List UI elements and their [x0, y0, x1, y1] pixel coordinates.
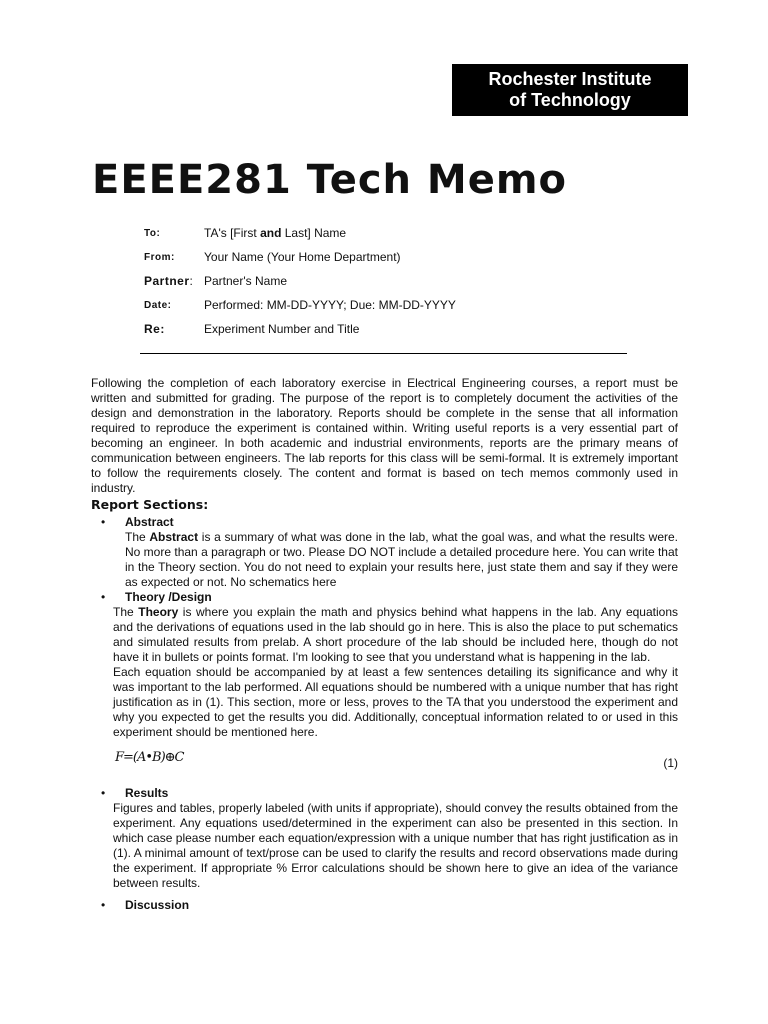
- theory-label: Theory /Design: [125, 590, 212, 604]
- abstract-post: is a summary of what was done in the lab, what the goal was, and what the results were. No more than a paragraph or two. Please DO NOT include a detailed procedure here. You can write that in the Theory section. You do not need to explain your results here, just state them and say if they were as expected or not. No schematics here: [125, 530, 678, 589]
- meta-partner-colon: :: [189, 274, 194, 288]
- results-body: Figures and tables, properly labeled (with units if appropriate), should convey the results obtained from the experiment. Any equations used/determined in the experiment can also be presented in this section. In which case please number each equation/expression with a unique number that has right justification as in (1). A minimal amount of text/prose can be used to clarify the results and record observations made during the experiment. If appropriate % Error calculations should be shown here to give an idea of the variance between results.: [113, 801, 678, 890]
- logo-line-1: Rochester Institute: [488, 69, 652, 89]
- abstract-body: [91, 530, 678, 590]
- abstract-pre: The: [125, 530, 150, 544]
- page-title: EEEE281 Tech Memo: [92, 157, 568, 203]
- theory-pre: The: [113, 605, 139, 619]
- meta-partner-value: Partner's Name: [204, 274, 287, 288]
- meta-to-value-post: Last] Name: [281, 226, 347, 240]
- list-item-discussion: [91, 898, 678, 913]
- meta-from: [144, 245, 456, 269]
- meta-from-value: Your Name (Your Home Department): [204, 250, 401, 264]
- bullet-icon: •: [101, 515, 106, 529]
- list-item-results: [91, 786, 678, 891]
- meta-date: [144, 293, 456, 317]
- meta-to-value-bold: and: [260, 226, 282, 240]
- list-item-theory: [91, 590, 678, 740]
- equation-number: (1): [663, 756, 678, 770]
- equation-row: [91, 750, 678, 778]
- theory-post: is where you explain the math and physics behind what happens in the lab. Any equations and the derivations of equations used in the lab should go in here. This is also the place to put schematics and simulated results from prelab. A short procedure of the lab should be included here, though do not have it in bullets or points format. I'm looking to see that you understand what is happening in the lab.: [113, 605, 678, 664]
- results-label: Results: [125, 786, 169, 800]
- report-sections-heading: Report Sections:: [91, 497, 209, 512]
- meta-date-label: Date:: [144, 299, 172, 311]
- theory-paragraph-1: [113, 605, 678, 665]
- meta-re: [144, 317, 456, 341]
- discussion-label: Discussion: [125, 898, 190, 912]
- meta-partner-label-text: Partner: [144, 274, 190, 288]
- meta-re-value: Experiment Number and Title: [204, 322, 360, 336]
- meta-to-label: To:: [144, 227, 161, 239]
- abstract-bold: Abstract: [149, 530, 199, 544]
- theory-bold: Theory: [138, 605, 179, 619]
- meta-from-label: From:: [144, 251, 175, 263]
- theory-paragraph-2: Each equation should be accompanied by at least a few sentences detailing its significance and why it was important to the lab performed. All equations should be numbered with a unique number that has right justification as in (1). This section, more or less, proves to the TA that you understood the experiment and why you expected to get the results you did. Additionally, conceptual information related to or used in this experiment should be mentioned here.: [113, 665, 678, 739]
- header-divider: [140, 353, 627, 354]
- intro-paragraph: Following the completion of each laboratory exercise in Electrical Engineering courses, a report must be written and submitted for grading. The purpose of the report is to completely document the activities of the design and demonstration in the laboratory. Reports should be complete in the sense that all information required to reproduce the experiment is contained within. Writing useful reports is a very essential part of becoming an engineer. In both academic and industrial environments, reports are the primary means of communication between engineers. The lab reports for this class will be semi-formal. It is extremely important to follow the requirements closely. The content and format is based on tech memos commonly used in industry.: [91, 376, 678, 495]
- bullet-icon: •: [101, 786, 106, 800]
- equation: F=(A•B)⊕C: [115, 750, 184, 765]
- meta-to-value-pre: TA's [First: [204, 226, 261, 240]
- meta-to-value: [204, 226, 346, 240]
- report-sections-list: [91, 515, 678, 913]
- meta-to: [144, 221, 456, 245]
- meta-re-label: Re:: [144, 322, 165, 336]
- list-item-abstract: [91, 515, 678, 590]
- bullet-icon: •: [101, 590, 106, 604]
- meta-partner: [144, 269, 456, 293]
- theory-body: [91, 605, 678, 740]
- meta-date-value: Performed: MM-DD-YYYY; Due: MM-DD-YYYY: [204, 298, 456, 312]
- abstract-label: Abstract: [125, 515, 174, 529]
- bullet-icon: •: [101, 898, 106, 912]
- memo-header: [144, 221, 456, 341]
- logo-line-2: of Technology: [509, 90, 631, 110]
- meta-partner-label: [144, 274, 204, 288]
- rit-logo: [452, 64, 688, 116]
